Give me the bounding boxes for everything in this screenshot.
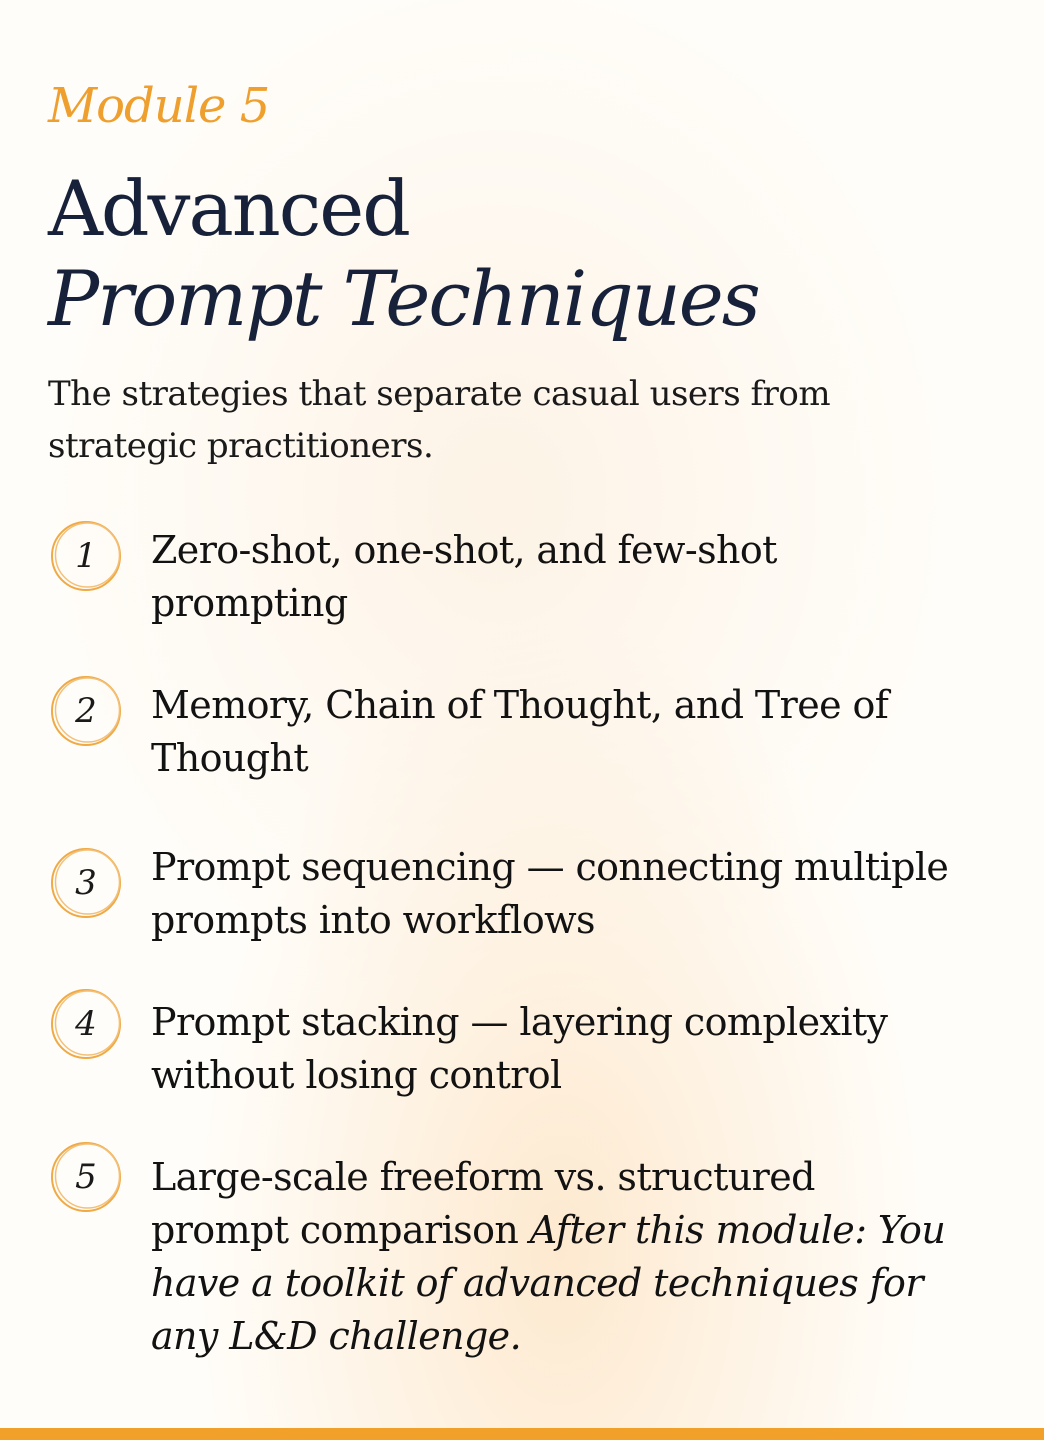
number-badge: [48, 1139, 124, 1215]
item-label: Zero-shot, one-shot, and few-shot prompting: [151, 528, 777, 625]
item-label: Prompt sequencing — connecting multiple prompts into workflows: [151, 845, 949, 942]
title-line-2: Prompt Techniques: [48, 254, 759, 343]
badge-number: 5: [75, 1157, 97, 1197]
item-text: [151, 679, 961, 785]
subtitle: The strategies that separate casual users from strategic practitioners.: [48, 374, 831, 466]
number-badge: [48, 845, 124, 921]
module-label: Module 5: [48, 78, 270, 134]
page-title: [48, 164, 759, 344]
number-badge: [48, 518, 124, 594]
number-badge: [48, 986, 124, 1062]
bottom-accent-bar: [0, 1428, 1044, 1440]
item-label: Prompt stacking — layering complexity without losing control: [151, 1000, 888, 1097]
item-text: [151, 524, 961, 630]
item-text: [151, 841, 961, 947]
number-badge: [48, 673, 124, 749]
item-label: Large-scale freeform vs. structured prompt comparison: [151, 1155, 815, 1252]
item-text: [151, 996, 961, 1102]
badge-number: 4: [75, 1004, 97, 1044]
badge-number: 2: [75, 691, 97, 731]
badge-number: 3: [75, 863, 97, 903]
module-outcome-note: After this module: You have a toolkit of advanced techniques for any L&D challenge.: [151, 1208, 946, 1358]
badge-number: 1: [75, 536, 97, 576]
item-text: [151, 1151, 961, 1363]
item-label: Memory, Chain of Thought, and Tree of Thought: [151, 683, 889, 780]
title-line-1: Advanced: [48, 164, 409, 253]
